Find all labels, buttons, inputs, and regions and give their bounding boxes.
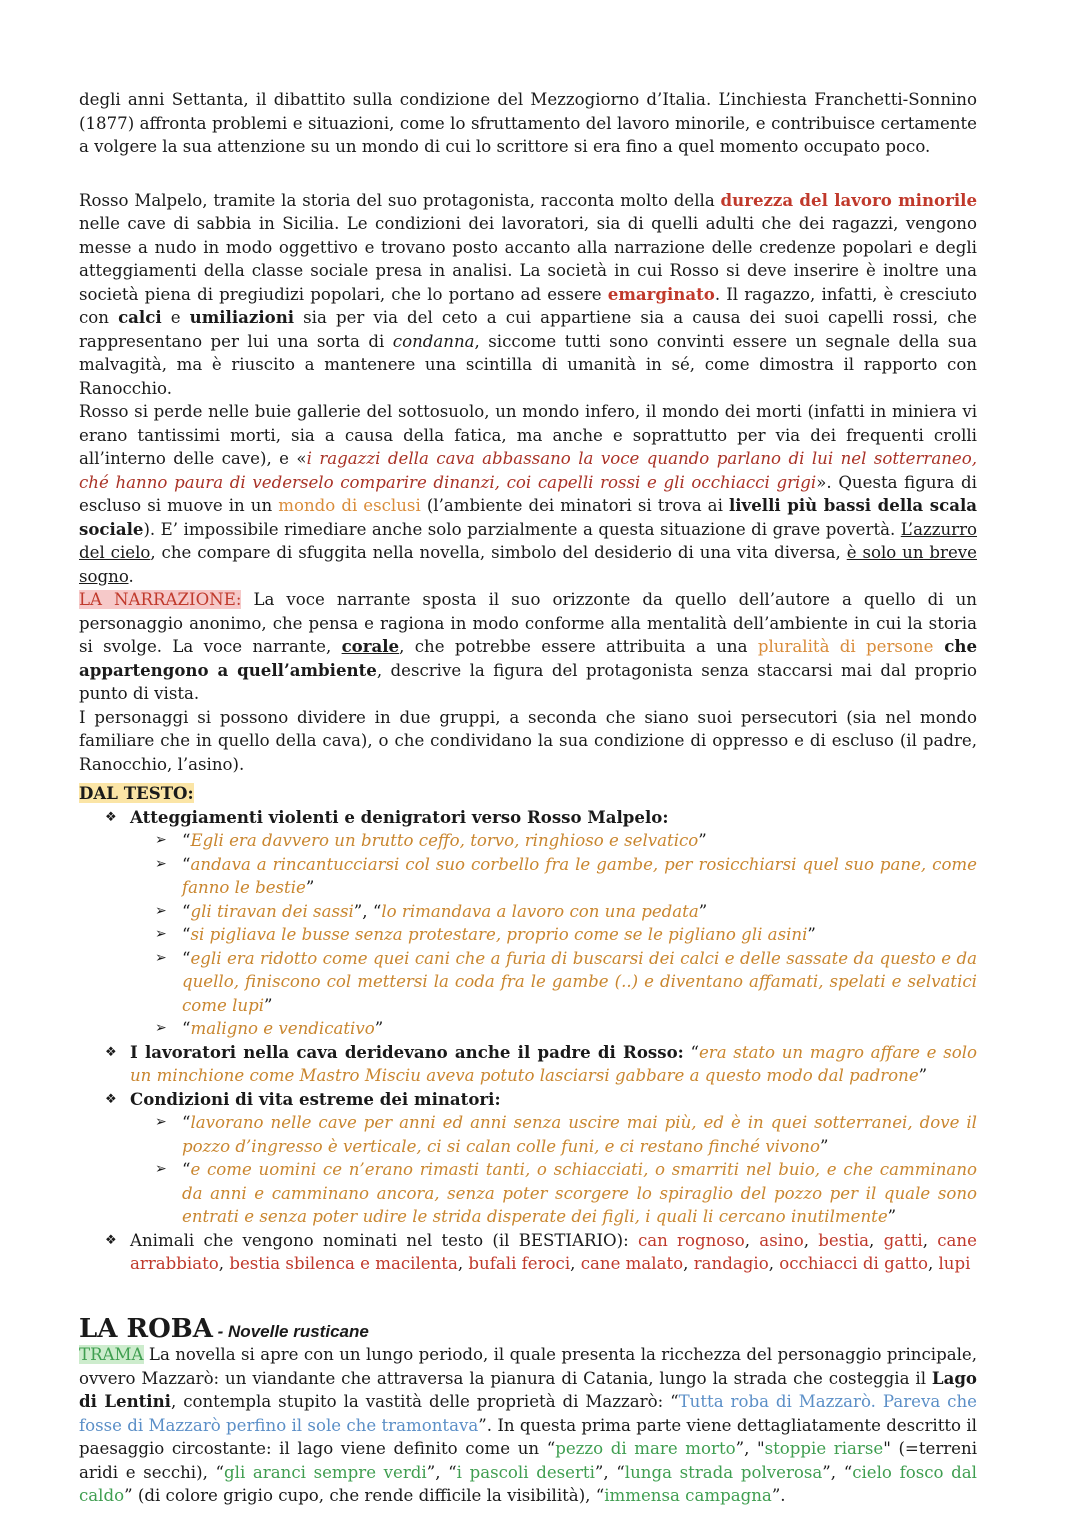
diamond-bullet-icon: ❖ xyxy=(105,1044,117,1060)
text: . Il ragazzo, infatti, è cresciuto con xyxy=(79,284,977,327)
text: " (=terreni aridi e secchi), “ xyxy=(79,1439,977,1482)
list-item xyxy=(79,1111,977,1158)
paragraph-narrazione xyxy=(79,588,977,706)
text: ”. In questa prima parte viene dettagliatamente descritto il paesaggio circostante: il lago viene definito come un “ xyxy=(79,1415,977,1458)
separator: , xyxy=(869,1230,884,1250)
text: , che potrebbe essere attribuita a una xyxy=(399,637,758,656)
quote-text: Egli era davvero un brutto ceffo, torvo, ringhioso e selvatico xyxy=(190,831,699,850)
quote-text: i ragazzi della cava abbassano la voce quando parlano di lui nel sotterraneo, ché hanno paura di vederselo comparire dinanzi, coi capelli rossi e gli occhiacci grigi xyxy=(79,449,978,492)
diamond-bullet-icon: ❖ xyxy=(105,1091,117,1107)
underlined-text: corale xyxy=(341,636,400,656)
quote-mark: ” xyxy=(807,925,816,944)
quote-text: gli tiravan dei sassi xyxy=(190,901,354,921)
quote-mark: ” xyxy=(887,1207,897,1226)
text: nelle cave di sabbia in Sicilia. Le condizioni dei lavoratori, sia di quelli adulti che dei ragazzi, vengono messe a nudo in modo oggettivo e trovano posto accanto alla narrazione delle credenze popolari e degli atteggiamenti della classe sociale presa in analisi. La società in cui Rosso si deve inserire è inoltre una società piena di pregiudizi popolari, che lo portano ad essere xyxy=(79,214,977,304)
paragraph-personaggi: I personaggi si possono dividere in due gruppi, a seconda che siano suoi persecutori (sia nel mondo familiare che in quello della cava), o che condividano la sua condizione di oppresso e di escluso (il padre, Ranocchio, l’asino). xyxy=(79,707,977,774)
text: . xyxy=(128,566,134,586)
bold-text: che appartengono a quell’ambiente xyxy=(79,636,978,680)
quote-mark: ” xyxy=(819,1136,829,1156)
list-item xyxy=(79,1229,977,1276)
paragraph-rosso-malpelo xyxy=(79,189,977,401)
quote-text: e come uomini ce n’erano rimasti tanti, o schiacciati, o smarriti nel buio, e che camminano da anni e camminano ancora, senza poter scorgere lo spiraglio del pozzo per il quale sono entrati e senza poter udire le strida disperate dei figli, i quali li cercano inutilmente xyxy=(182,1160,977,1226)
text: ”. xyxy=(771,1486,786,1505)
quote-text: lunga strada polverosa xyxy=(624,1462,823,1482)
italic-text: condanna xyxy=(392,331,475,351)
arrow-bullet-icon: ➢ xyxy=(155,1020,167,1036)
quote-text: lo rimandava a lavoro con una pedata xyxy=(381,901,699,921)
diamond-bullet-icon: ❖ xyxy=(105,809,117,825)
list-item xyxy=(79,947,977,1018)
section-title: LA ROBA xyxy=(79,1313,213,1344)
section-subtitle: - Novelle rusticane xyxy=(212,1321,369,1341)
highlight-text: emarginato xyxy=(607,283,715,304)
list-heading: Atteggiamenti violenti e denigratori verso Rosso Malpelo: xyxy=(130,806,669,827)
section-label: LA NARRAZIONE: xyxy=(79,590,242,609)
text: ». Questa figura di escluso si muove in un xyxy=(79,472,977,515)
quote-text: cielo fosco dal caldo xyxy=(79,1462,977,1505)
diamond-bullet-icon: ❖ xyxy=(105,1232,117,1248)
animal-term: bestia xyxy=(818,1230,870,1250)
list-heading: Animali che vengono nominati nel testo (il BESTIARIO): xyxy=(130,1230,638,1250)
animal-term: asino xyxy=(759,1230,804,1250)
text: , siccome tutti sono convinti essere un segnale della sua malvagità, ma è riuscito a mantenere una scintilla di umanità in sé, come dimostra il rapporto con Ranocchio. xyxy=(79,331,977,398)
animal-term: lupi xyxy=(938,1254,971,1273)
animal-term: gatti xyxy=(883,1230,923,1250)
separator: , xyxy=(768,1254,780,1273)
quote-mark: “ xyxy=(182,901,191,921)
quote-mark: ” xyxy=(305,878,315,897)
quote-text: gli aranci sempre verdi xyxy=(224,1462,427,1482)
quote-text: Tutta roba di Mazzarò. Pareva che fosse di Mazzarò perfino il sole che tramontava xyxy=(79,1392,977,1435)
section-title-row xyxy=(79,1313,977,1344)
text: ”, “ xyxy=(822,1462,853,1482)
list-item xyxy=(79,900,977,924)
text: sia per via del ceto a cui appartiene sia a causa dei suoi capelli rossi, che rappresentano per lui una sorta di xyxy=(79,308,978,351)
text: , che compare di sfuggita nella novella, simbolo del desiderio di una vita diversa, xyxy=(150,543,847,562)
quote-text: immensa campagna xyxy=(604,1486,772,1505)
animal-term: can rognoso xyxy=(637,1230,745,1250)
animal-term: cane arrabbiato xyxy=(130,1230,977,1273)
quote-text: pezzo di mare morto xyxy=(555,1439,736,1458)
quote-mark: “ xyxy=(182,1160,191,1179)
quote-mark: “ xyxy=(182,948,191,968)
quote-text: era stato un magro affare e solo un minchione come Mastro Misciu aveva potuto lasciarsi gabbare a questo modo dal padrone xyxy=(130,1042,978,1085)
quote-mark: ” xyxy=(698,831,707,850)
text: Rosso si perde nelle buie gallerie del sottosuolo, un mondo infero, il mondo dei morti (infatti in miniera vi erano tantissimi morti, sia a causa della fatica, ma anche e soprattutto per via dei frequenti crolli all’interno delle cave), e « xyxy=(79,402,977,468)
list-item xyxy=(79,1088,977,1112)
bold-text: calci xyxy=(118,307,162,327)
separator: , xyxy=(457,1254,469,1273)
list-item xyxy=(79,853,977,900)
quote-text: stoppie riarse xyxy=(764,1439,884,1458)
quote-mark: ” xyxy=(698,901,708,921)
arrow-bullet-icon: ➢ xyxy=(155,902,167,919)
quote-text: egli era ridotto come quei cani che a furia di buscarsi dei calci e delle sassate da questo e da quello, finiscono col mettersi la coda fra le gambe (..) e diventano affamati, spelati e selvatici come lupi xyxy=(182,948,977,1015)
quote-mark: “ xyxy=(372,901,382,921)
arrow-bullet-icon: ➢ xyxy=(155,832,167,848)
animal-term: randagio xyxy=(693,1254,769,1273)
paragraph-intro: degli anni Settanta, il dibattito sulla condizione del Mezzogiorno d’Italia. L’inchiesta Franchetti-Sonnino (1877) affronta problemi e situazioni, come lo sfruttamento del lavoro minorile, e contribuisce certamente a volgere la sua attenzione su un mondo di cui lo scrittore si era fino a quel momento occupato poco. xyxy=(79,90,977,156)
animal-term: cane malato xyxy=(580,1254,684,1273)
list-item xyxy=(79,1041,977,1088)
quote-text: maligno e vendicativo xyxy=(190,1019,375,1038)
quote-mark: ” xyxy=(264,995,273,1015)
highlight-text: mondo di esclusi xyxy=(278,496,421,515)
underlined-text: L’azzurro del cielo xyxy=(79,519,977,562)
bullet-list xyxy=(79,806,977,1276)
dal-testo-section xyxy=(79,782,977,1276)
document-page xyxy=(79,88,977,1508)
text: ” (di colore grigio cupo, che rende difficile la visibilità), “ xyxy=(124,1486,605,1505)
quote-text: lavorano nelle cave per anni ed anni senza uscire mai più, ed è in quei sotterranei, dove il pozzo d’ingresso è verticale, ci si calan colle funi, e ci restano finché vivono xyxy=(182,1113,977,1156)
arrow-bullet-icon: ➢ xyxy=(155,926,167,942)
text: La novella si apre con un lungo periodo, il quale presenta la ricchezza del personaggio principale, ovvero Mazzarò: un viandante che attraversa la pianura di Catania, lungo la strada che costeggia il xyxy=(79,1345,977,1388)
quote-mark: ” xyxy=(353,901,363,921)
bold-text: livelli più bassi della scala sociale xyxy=(79,495,978,539)
text: e xyxy=(161,308,190,327)
animal-term: occhiacci di gatto xyxy=(779,1254,928,1273)
bold-text: umiliazioni xyxy=(189,307,295,327)
arrow-bullet-icon: ➢ xyxy=(155,855,167,872)
list-item xyxy=(79,829,977,853)
list-heading: Condizioni di vita estreme dei minatori: xyxy=(130,1088,501,1109)
list-item xyxy=(79,1158,977,1229)
quote-mark: “ xyxy=(690,1042,699,1062)
quote-mark: “ xyxy=(182,831,191,850)
quote-mark: “ xyxy=(182,1113,191,1132)
quote-mark: ” xyxy=(374,1019,384,1038)
text: La voce narrante sposta il suo orizzonte da quello dell’autore a quello di un personaggio anonimo, che pensa e ragiona in modo conforme alla mentalità dell’ambiente in cui la storia si svolge. La voce narrante, xyxy=(79,590,977,656)
list-item xyxy=(79,923,977,947)
separator: , xyxy=(744,1230,760,1250)
list-item xyxy=(79,1017,977,1041)
text: ”, “ xyxy=(426,1462,457,1482)
paragraph-trama xyxy=(79,1343,977,1508)
text: ). E’ impossibile rimediare anche solo parzialmente a questa situazione di grave povertà. xyxy=(143,519,901,539)
quote-text: i pascoli deserti xyxy=(456,1462,595,1482)
quote-text: andava a rincantucciarsi col suo corbello fra le gambe, per rosicchiarsi quel suo pane, come fanno le bestie xyxy=(182,854,977,897)
highlight-text: pluralità di persone xyxy=(757,637,934,656)
highlight-text: durezza del lavoro minorile xyxy=(720,189,977,210)
quote-mark: “ xyxy=(182,854,191,874)
animal-term: bufali feroci xyxy=(468,1254,571,1273)
separator: , xyxy=(922,1230,938,1250)
separator: , xyxy=(218,1254,230,1273)
separator: , xyxy=(683,1254,694,1273)
list-item xyxy=(79,806,977,830)
text: ”, “ xyxy=(594,1462,625,1482)
separator: , xyxy=(570,1254,581,1273)
bold-text: Lago di Lentini xyxy=(79,1367,977,1411)
text: (l’ambiente dei minatori si trova ai xyxy=(420,496,729,515)
text: ”, " xyxy=(735,1439,765,1458)
quote-mark: “ xyxy=(182,1019,191,1038)
arrow-bullet-icon: ➢ xyxy=(155,1114,167,1130)
animal-term: bestia sbilenca e macilenta xyxy=(229,1254,458,1273)
section-label: TRAMA xyxy=(79,1345,144,1364)
arrow-bullet-icon: ➢ xyxy=(155,949,167,966)
underlined-text: è solo un breve sogno xyxy=(79,543,977,586)
section-label: DAL TESTO: xyxy=(79,783,194,803)
text: , contempla stupito la vastità delle proprietà di Mazzarò: “ xyxy=(170,1392,679,1411)
text: Rosso Malpelo, tramite la storia del suo protagonista, racconta molto della xyxy=(79,190,721,210)
paragraph-sottosuolo xyxy=(79,400,977,588)
quote-mark: ” xyxy=(918,1066,928,1085)
text: , descrive la figura del protagonista senza staccarsi mai dal proprio punto di vista. xyxy=(79,660,977,703)
quote-mark: “ xyxy=(182,925,191,944)
separator: , xyxy=(927,1254,939,1273)
list-heading: I lavoratori nella cava deridevano anche il padre di Rosso: xyxy=(130,1041,684,1062)
separator: , xyxy=(803,1230,819,1250)
quote-text: si pigliava le busse senza protestare, proprio come se le pigliano gli asini xyxy=(190,925,808,944)
separator: , xyxy=(362,901,373,921)
arrow-bullet-icon: ➢ xyxy=(155,1161,167,1177)
